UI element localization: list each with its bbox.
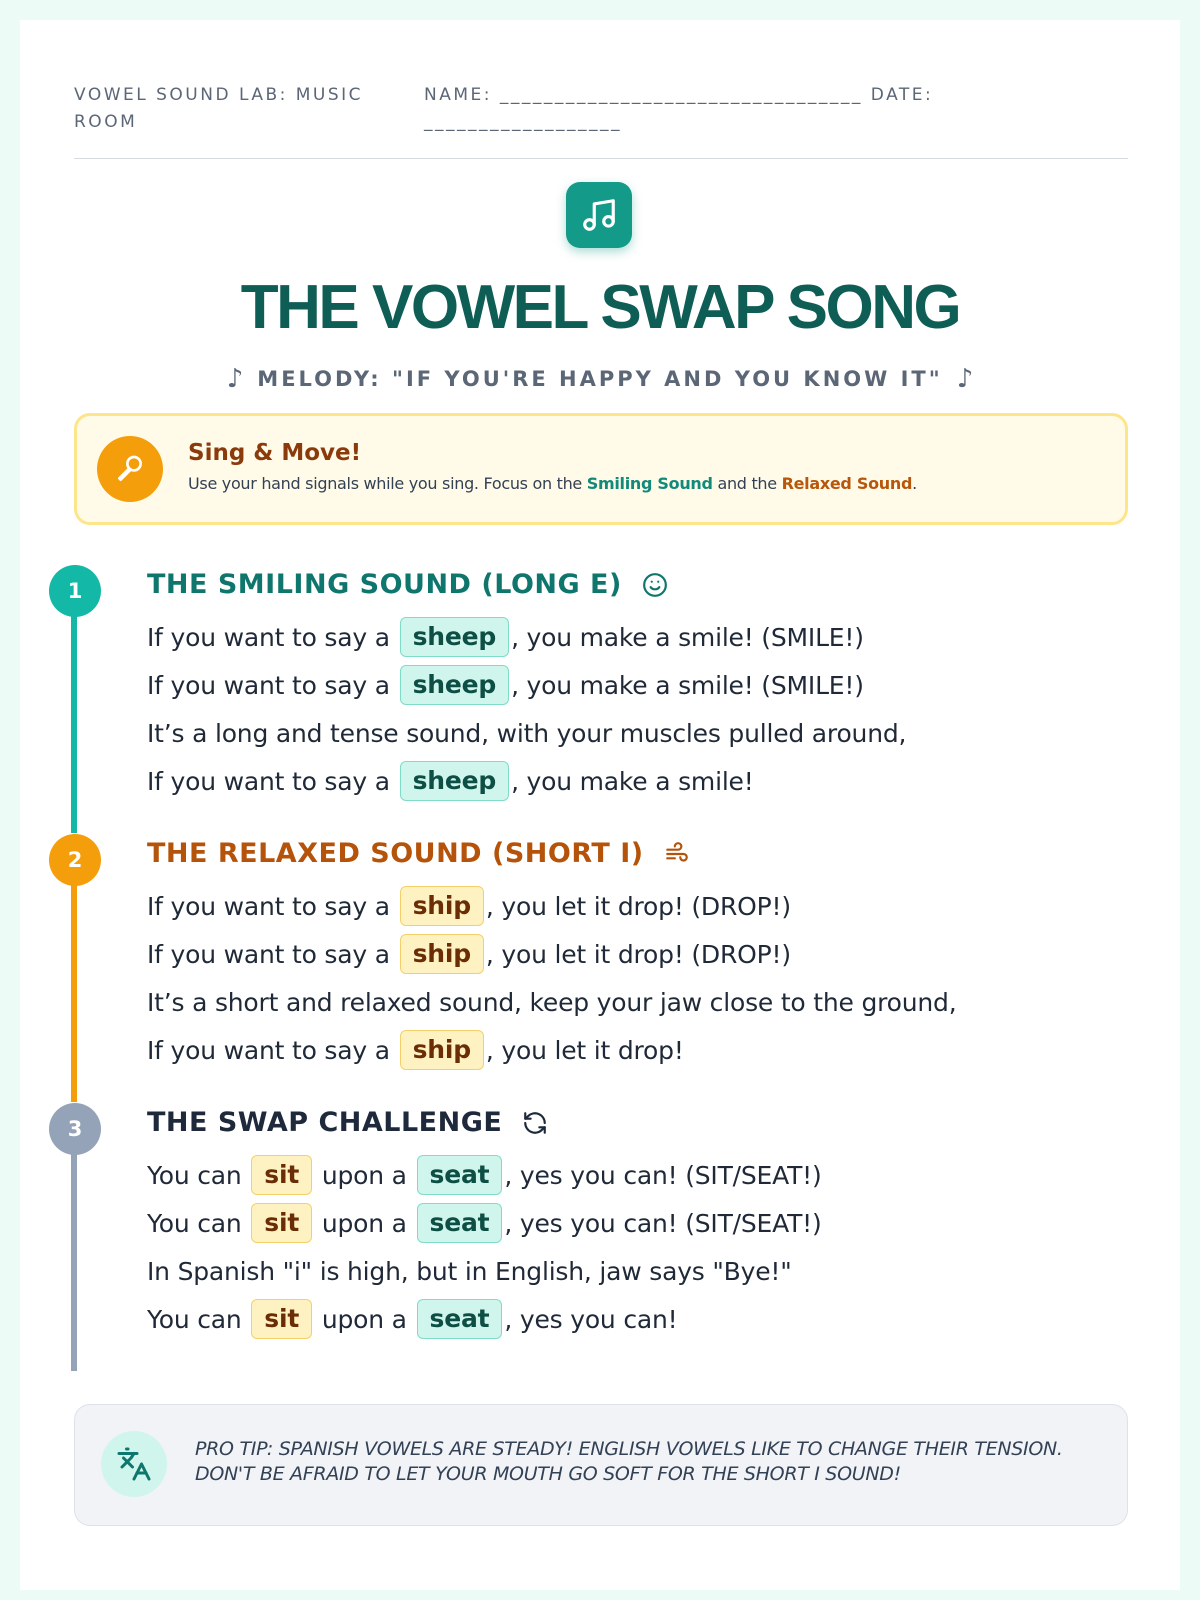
- lyric-line: In Spanish "i" is high, but in English, jaw says "Bye!": [147, 1256, 792, 1286]
- long-e-word-chip: sheep: [400, 665, 510, 705]
- section-title-text: THE RELAXED SOUND (SHORT I): [147, 838, 644, 869]
- lyric-text: , you let it drop!: [485, 1035, 684, 1065]
- lyric-line: [147, 930, 956, 978]
- lyric-text: upon a: [314, 1304, 415, 1334]
- short-i-word-chip: ship: [400, 886, 484, 926]
- short-i-word-chip: sit: [251, 1299, 312, 1339]
- lyric-text: If you want to say a: [147, 891, 398, 921]
- lyric-text: , yes you can!: [504, 1304, 678, 1334]
- short-i-word-chip: ship: [400, 934, 484, 974]
- lyrics-lines: [147, 882, 956, 1074]
- section-swap-challenge: [20, 1103, 1180, 1363]
- lyric-text: , you make a smile!: [511, 766, 754, 796]
- wind-icon: [664, 841, 690, 867]
- callout-title: Sing & Move!: [188, 440, 362, 466]
- callout-text-part: and the: [712, 474, 782, 493]
- section-number-badge: 1: [49, 565, 101, 617]
- microphone-icon: [97, 436, 163, 502]
- lyric-text: If you want to say a: [147, 622, 398, 652]
- section-title: [147, 1107, 548, 1138]
- lyric-line: [147, 757, 906, 805]
- refresh-icon: [522, 1110, 548, 1136]
- lyric-line: It’s a short and relaxed sound, keep your jaw close to the ground,: [147, 987, 957, 1017]
- lyric-text: If you want to say a: [147, 939, 398, 969]
- melody-text: MELODY: "IF YOU'RE HAPPY AND YOU KNOW IT": [257, 367, 943, 391]
- lyric-line: [147, 661, 906, 709]
- section-smiling-sound: [20, 565, 1180, 825]
- lyric-text: , yes you can! (SIT/SEAT!): [504, 1160, 822, 1190]
- sing-move-callout: [74, 413, 1128, 525]
- section-number-badge: 3: [49, 1103, 101, 1155]
- name-date-line: NAME: _________________________________ DATE: __________________: [424, 85, 934, 132]
- lyric-line: [147, 1295, 822, 1343]
- song-title: THE VOWEL SWAP SONG: [240, 273, 960, 342]
- callout-text-part: .: [912, 474, 917, 493]
- callout-text: [188, 474, 917, 493]
- smiling-sound-label: Smiling Sound: [586, 474, 713, 493]
- lyric-line: [147, 882, 956, 930]
- worksheet-header: [74, 82, 1128, 159]
- lyric-text: upon a: [314, 1208, 415, 1238]
- short-i-word-chip: sit: [251, 1203, 312, 1243]
- lyric-text: , you make a smile! (SMILE!): [511, 670, 864, 700]
- lyric-text: If you want to say a: [147, 766, 398, 796]
- lyrics-lines: [147, 1151, 822, 1343]
- lyric-text: upon a: [314, 1160, 415, 1190]
- worksheet-page: [20, 20, 1180, 1590]
- melody-line: [20, 364, 1180, 394]
- lyric-text: If you want to say a: [147, 670, 398, 700]
- lyric-line: It’s a long and tense sound, with your muscles pulled around,: [147, 718, 907, 748]
- translate-icon: [101, 1431, 167, 1497]
- section-title: [147, 838, 690, 869]
- lyrics-lines: [147, 613, 906, 805]
- music-note-right-icon: ♪: [956, 364, 974, 394]
- lyric-text: If you want to say a: [147, 1035, 398, 1065]
- pro-tip-box: [74, 1404, 1128, 1526]
- lyric-line: [147, 1151, 822, 1199]
- lyric-line: [147, 613, 906, 661]
- long-e-word-chip: sheep: [400, 761, 510, 801]
- long-e-word-chip: sheep: [400, 617, 510, 657]
- long-e-word-chip: seat: [417, 1155, 503, 1195]
- lyric-text: You can: [147, 1208, 250, 1238]
- section-relaxed-sound: [20, 834, 1180, 1094]
- lyric-text: You can: [147, 1160, 250, 1190]
- pro-tip-text: PRO TIP: SPANISH VOWELS ARE STEADY! ENGLISH VOWELS LIKE TO CHANGE THEIR TENSION. DON'T BE AFRAID TO LET YOUR MOUTH GO SOFT FOR THE SHORT I SOUND!: [195, 1438, 1063, 1485]
- relaxed-sound-label: Relaxed Sound: [781, 474, 913, 493]
- section-timeline-bar: [71, 864, 77, 1102]
- long-e-word-chip: seat: [417, 1203, 503, 1243]
- lyric-text: , you let it drop! (DROP!): [485, 939, 791, 969]
- lab-title: VOWEL SOUND LAB: MUSIC ROOM: [74, 85, 364, 132]
- music-note-icon: [566, 182, 632, 248]
- section-title: [147, 569, 668, 600]
- smile-icon: [642, 572, 668, 598]
- lyric-text: , you let it drop! (DROP!): [485, 891, 791, 921]
- lyric-text: , yes you can! (SIT/SEAT!): [504, 1208, 822, 1238]
- lyric-text: You can: [147, 1304, 250, 1334]
- lyric-line: [147, 1199, 822, 1247]
- music-note-left-icon: ♪: [226, 364, 244, 394]
- section-timeline-bar: [71, 595, 77, 833]
- lyric-text: , you make a smile! (SMILE!): [511, 622, 864, 652]
- short-i-word-chip: sit: [251, 1155, 312, 1195]
- section-number-badge: 2: [49, 834, 101, 886]
- callout-text-part: Use your hand signals while you sing. Focus on the: [188, 474, 587, 493]
- section-title-text: THE SMILING SOUND (LONG E): [147, 569, 622, 600]
- lyric-line: [147, 1026, 956, 1074]
- section-title-text: THE SWAP CHALLENGE: [147, 1107, 503, 1138]
- short-i-word-chip: ship: [400, 1030, 484, 1070]
- long-e-word-chip: seat: [417, 1299, 503, 1339]
- section-timeline-bar: [71, 1133, 77, 1371]
